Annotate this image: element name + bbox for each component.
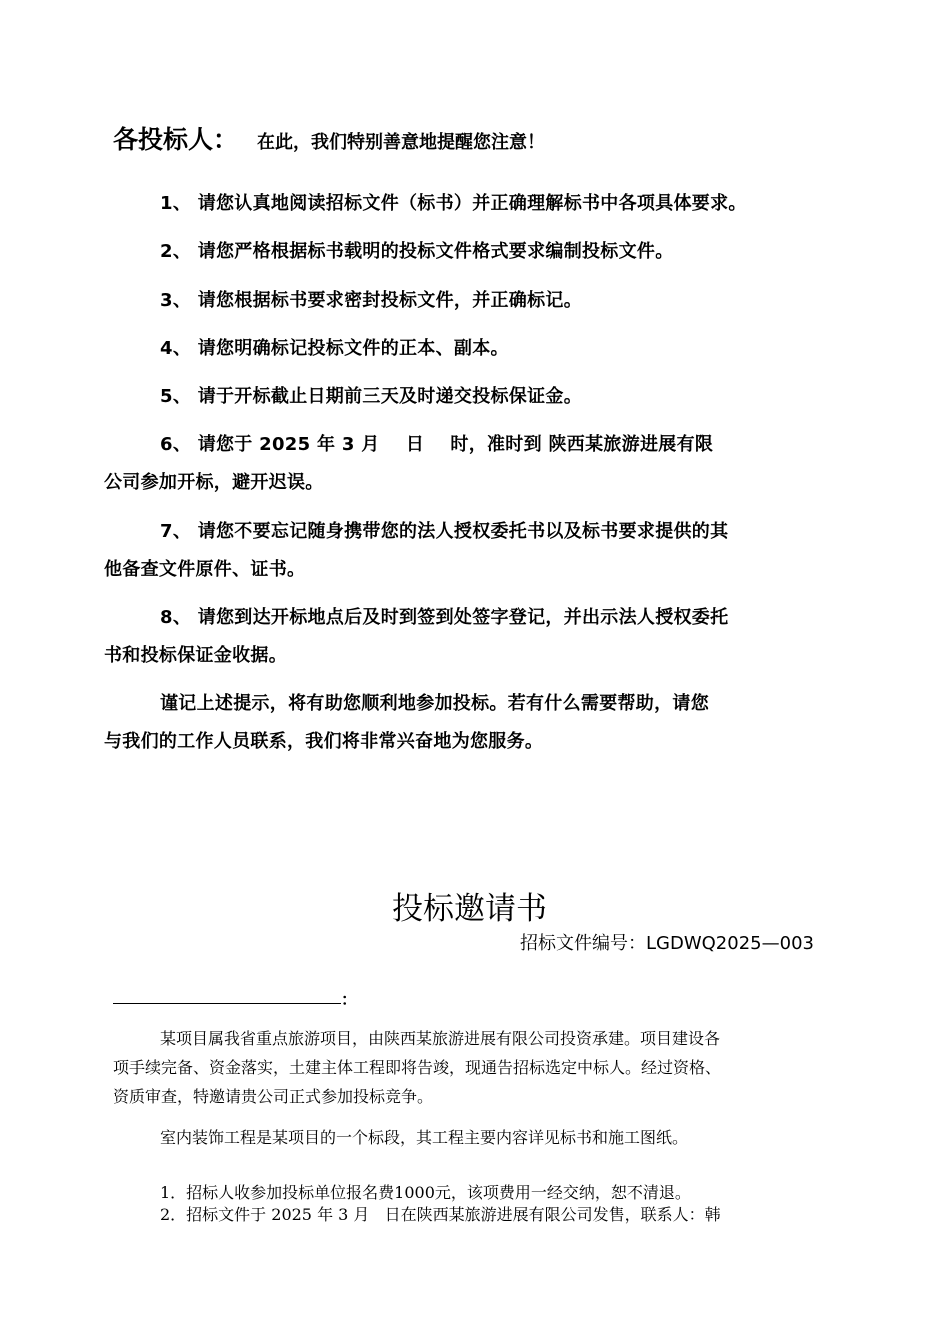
notice-item-7-line1: 7、 请您不要忘记随身携带您的法人授权委托书以及标书要求提供的其 (160, 521, 729, 542)
addressee-colon: ： (341, 990, 358, 1009)
notice-item-6-line2: 公司参加开标，避开迟误。 (104, 472, 324, 493)
notice-item-1: 1、 请您认真地阅读招标文件（标书）并正确理解标书中各项具体要求。 (160, 193, 747, 214)
addressee-blank-line (113, 1003, 341, 1004)
file-number: 招标文件编号：LGDWQ2025—003 (520, 933, 814, 954)
invitation-paragraph-1-line3: 资质审查，特邀请贵公司正式参加投标竞争。 (113, 1087, 434, 1106)
invitation-title: 投标邀请书 (392, 891, 547, 927)
notice-item-6-line1: 6、 请您于 2025 年 3 月 日 时，准时到 陕西某旅游进展有限 (160, 434, 714, 455)
invitation-item-1: 1．招标人收参加投标单位报名费1000元，该项费用一经交纳，恕不清退。 (160, 1183, 691, 1202)
notice-closing-line2: 与我们的工作人员联系，我们将非常兴奋地为您服务。 (104, 731, 544, 752)
notice-item-2: 2、 请您严格根据标书载明的投标文件格式要求编制投标文件。 (160, 241, 674, 262)
notice-item-5: 5、 请于开标截止日期前三天及时递交投标保证金。 (160, 386, 582, 407)
notice-closing-line1: 谨记上述提示，将有助您顺利地参加投标。若有什么需要帮助，请您 (160, 693, 709, 714)
notice-item-3: 3、 请您根据标书要求密封投标文件，并正确标记。 (160, 290, 582, 311)
invitation-paragraph-1-line1: 某项目属我省重点旅游项目，由陕西某旅游进展有限公司投资承建。项目建设各 (160, 1029, 721, 1048)
invitation-item-2: 2．招标文件于 2025 年 3 月 日在陕西某旅游进展有限公司发售，联系人：韩 (160, 1205, 721, 1224)
notice-item-8-line1: 8、 请您到达开标地点后及时到签到处签字登记，并出示法人授权委托 (160, 607, 729, 628)
notice-intro: 在此，我们特别善意地提醒您注意！ (257, 132, 545, 153)
notice-item-7-line2: 他备查文件原件、证书。 (104, 559, 306, 580)
notice-item-4: 4、 请您明确标记投标文件的正本、副本。 (160, 338, 509, 359)
notice-item-8-line2: 书和投标保证金收据。 (104, 645, 287, 666)
invitation-paragraph-1-line2: 项手续完备、资金落实，土建主体工程即将告竣，现通告招标选定中标人。经过资格、 (113, 1058, 722, 1077)
notice-title: 各投标人： (113, 125, 239, 154)
invitation-paragraph-2: 室内装饰工程是某项目的一个标段，其工程主要内容详见标书和施工图纸。 (160, 1128, 689, 1147)
